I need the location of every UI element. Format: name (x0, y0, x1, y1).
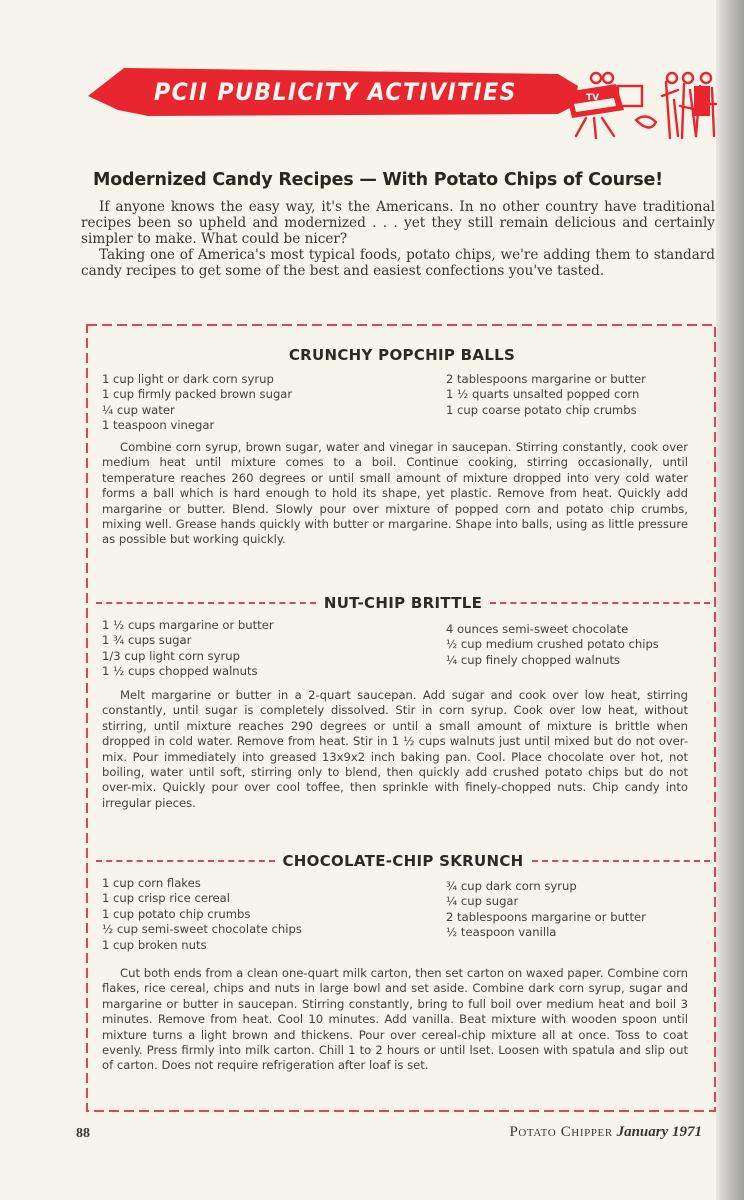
ingredient-item: ¼ cup finely chopped walnuts (446, 652, 621, 667)
tv-camera-crowd-icon (566, 70, 722, 147)
ingredient-item: 1 ½ cups chopped walnuts (102, 664, 258, 679)
intro-paragraph: If anyone knows the easy way, it's the Americans. In no other country have traditional recipes been so upheld and modernized . . . yet they still remain delicious and certainly simpler to make. What could be nicer? (81, 199, 715, 247)
ingredient-item: 1 cup potato chip crumbs (102, 906, 251, 921)
ingredient-item: 1 cup coarse potato chip crumbs (446, 402, 637, 417)
recipe-title: CRUNCHY POPCHIP BALLS (288, 346, 516, 364)
intro-paragraph: Taking one of America's most typical foods, potato chips, we're adding them to standard candy recipes to get some of the best and easiest confections you've tasted. (81, 247, 715, 279)
ingredient-item: 1 ½ cups margarine or butter (102, 618, 274, 632)
recipe-box (84, 322, 720, 1114)
recipe-title: NUT-CHIP BRITTLE (323, 594, 483, 612)
ingredient-item: ½ teaspoon vanilla (446, 925, 557, 940)
ingredient-item: ¼ cup sugar (446, 894, 519, 909)
article-headline: Modernized Candy Recipes — With Potato Chips of Course! (93, 170, 663, 190)
ingredients-list (102, 618, 712, 680)
ingredient-item: 1 cup corn flakes (102, 876, 201, 890)
issue-date: January 1971 (616, 1124, 702, 1140)
article-intro (81, 199, 715, 279)
ingredient-item: 1/3 cup light corn syrup (102, 648, 240, 663)
recipe-title: CHOCOLATE-CHIP SKRUNCH (282, 852, 524, 870)
recipe-method: Combine corn syrup, brown sugar, water and vinegar in saucepan. Stirring constantly, cook over medium heat until mixture comes to a boil. Continue cooking, stirring occasionally, until temperature reaches 260 degrees or until small amount of mixture dropped into very cold water forms a ball which is hard enough to hold its shape, yet plastic. Remove from heat. Quickly add margarine or butter. Blend. Slowly pour over mixture of popped corn and potato chip crumbs, mixing well. Grease hands quickly with butter or margarine. Shape into balls, using as little pressure as possible but working quickly. (102, 440, 688, 547)
ingredient-item: 2 tablespoons margarine or butter (446, 909, 646, 924)
title-divider (96, 860, 275, 862)
title-divider (532, 860, 711, 862)
recipe-title-row (84, 594, 720, 612)
title-divider (96, 602, 316, 604)
ingredients-list (102, 372, 712, 434)
ingredient-item: 1 cup firmly packed brown sugar (102, 387, 293, 402)
ingredient-item: ½ cup medium crushed potato chips (446, 637, 659, 652)
banner-title: PCII PUBLICITY ACTIVITIES (154, 78, 517, 106)
recipe-method: Cut both ends from a clean one-quart milk carton, then set carton on waxed paper. Combine corn flakes, rice cereal, chips and nuts in large bowl and set aside. Combine dark corn syrup, sugar and margarine or butter in saucepan. Stirring constantly, bring to full boil over medium heat and boil 3 minutes. Remove from heat. Cool 10 minutes. Add vanilla. Beat mixture with wooden spoon until mixture turns a light brown and thickens. Pour over cereal-chip mixture all at once. Toss to coat evenly. Press firmly into milk carton. Chill 1 to 2 hours or until lset. Loosen with spatula and slip out of carton. Does not require refrigeration after loaf is set. (102, 966, 688, 1073)
recipe-title-row (84, 852, 720, 870)
ingredient-item: 1 ¾ cups sugar (102, 633, 192, 648)
recipe-title-row (84, 346, 720, 364)
ingredient-item: 1 teaspoon vinegar (102, 418, 215, 433)
ingredient-item: 4 ounces semi-sweet chocolate (446, 622, 629, 636)
publication-footer (509, 1124, 702, 1141)
recipe-method: Melt margarine or butter in a 2-quart saucepan. Add sugar and cook over low heat, stirring constantly, until sugar is completely dissolved. Stir in corn syrup. Cook over low heat, without stirring, until mixture reaches 290 degrees or until a small amount of mixture is brittle when dropped in cold water. Remove from heat. Stir in 1 ½ cups walnuts just until mixed but do not over-mix. Pour immediately into greased 13x9x2 inch baking pan. Cool. Place chocolate over hot, not boiling, water until soft, stirring only to blend, then quickly add crushed potato chips but do not over-mix. Quickly pour over cool toffee, then sprinkle with finely-chopped nuts. Chip candy into irregular pieces. (102, 688, 688, 810)
ingredient-item: 1 cup light or dark corn syrup (102, 372, 274, 386)
page-number: 88 (76, 1126, 90, 1141)
ingredient-item: 1 cup crisp rice cereal (102, 891, 230, 906)
ingredient-item: 1 cup broken nuts (102, 937, 207, 952)
publication-name: Potato Chipper (509, 1124, 613, 1140)
ingredient-item: ½ cup semi-sweet chocolate chips (102, 922, 302, 937)
ingredient-item: 2 tablespoons margarine or butter (446, 372, 646, 386)
ingredient-item: ¼ cup water (102, 402, 175, 417)
section-banner (88, 66, 578, 118)
page-binding-edge (716, 0, 744, 1200)
tv-label: TV (586, 93, 600, 103)
ingredient-item: 1 ½ quarts unsalted popped corn (446, 387, 640, 402)
ingredient-item: ¾ cup dark corn syrup (446, 879, 577, 893)
ingredients-list (102, 876, 712, 953)
title-divider (490, 602, 710, 604)
